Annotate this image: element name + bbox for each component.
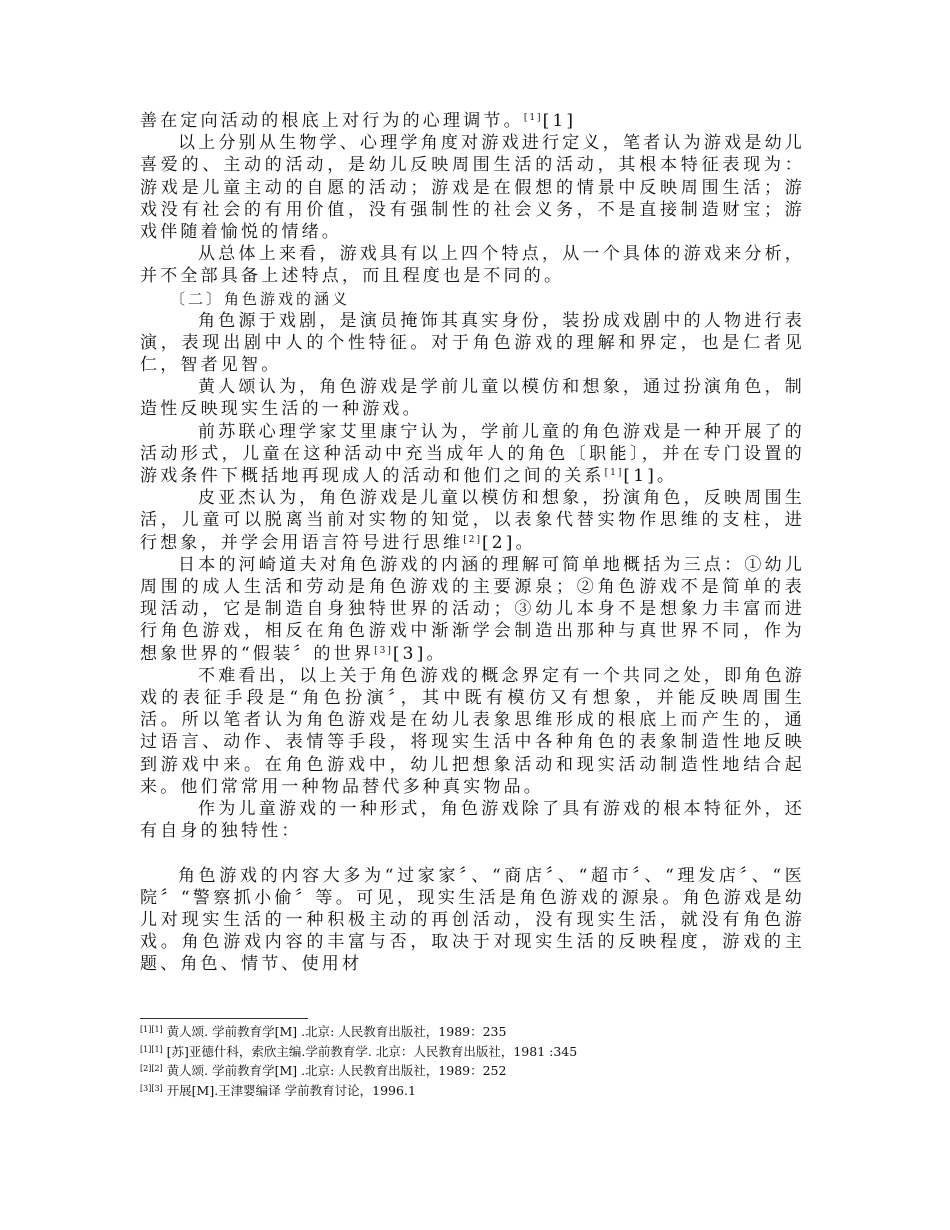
footnote-number: [2][2] [140,1064,163,1073]
paragraph-10: 作为儿童游戏的一种形式，角色游戏除了具有游戏的根本特征外，还有自身的独特性： [140,799,805,842]
footnote-mark[interactable]: [2] [463,534,482,545]
citation-ref: [2] [481,532,516,553]
paragraph-6 [140,421,805,488]
paragraph-3: 从总体上来看，游戏具有以上四个特点，从一个具体的游戏来分析，并不全部具备上述特点，而且程度也是不同的。 [140,244,805,287]
citation-ref: [1] [623,466,658,487]
paragraph-5: 黄人颂认为，角色游戏是学前儿童以模仿和想象，通过扮演角色，制造性反映现实生活的一种游戏。 [140,377,805,420]
paragraph-8 [140,554,805,665]
paragraph-8-end: 。 [426,643,447,664]
footnote-mark[interactable]: [1] [523,113,543,123]
footnote-3 [140,1061,805,1081]
document-body [140,110,805,976]
paragraph-6-text: 前苏联心理学家艾里康宁认为，学前儿童的角色游戏是一种开展了的活动形式，儿童在这种活动中充当成年人的角色〔职能〕，并在专门设置的游戏条件下概括地再现成人的活动和他们之间的关系 [140,421,805,487]
paragraph-7 [140,487,805,554]
paragraph-8-text: 日本的河崎道夫对角色游戏的内涵的理解可简单地概括为三点：①幼儿周围的成人生活和劳动是角色游戏的主要源泉；②角色游戏不是简单的表现活动，它是制造自身独特世界的活动；③幼儿本身不是想象力丰富而进行角色游戏，相反在角色游戏中渐渐学会制造出那种与真世界不同，作为想象世界的“假装〞的世界 [140,554,805,664]
footnote-number: [3][3] [140,1083,163,1093]
footnote-number: [1][1] [140,1044,163,1054]
paragraph-2: 以上分别从生物学、心理学角度对游戏进行定义，笔者认为游戏是幼儿喜爱的、主动的活动，是幼儿反映周围生活的活动，其根本特征表现为：游戏是儿童主动的自愿的活动；游戏是在假想的情景中反映周围生活；游戏没有社会的有用价值，没有强制性的社会义务，不是直接制造财宝；游戏伴随着愉悦的情绪。 [140,133,805,243]
paragraph-6-end: 。 [657,466,678,487]
footnote-mark[interactable]: [3] [374,645,393,656]
section-heading: 〔二〕角色游戏的涵义 [170,289,351,308]
paragraph-4: 角色源于戏剧，是演员掩饰其真实身份，装扮成戏剧中的人物进行表演，表现出剧中人的个性特征。对于角色游戏的理解和界定，也是仁者见仁，智者见智。 [140,310,805,376]
paragraph-7-end: 。 [515,532,536,553]
footnote-2 [140,1042,805,1062]
footnote-text: [苏]亚德什科，索欣主编.学前教育学. 北京：人民教育出版社，1981 :345 [166,1043,578,1059]
footnote-text: 黄人颂. 学前教育学[M] .北京: 人民教育出版社，1989：252 [166,1063,507,1078]
paragraph-11: 角色游戏的内容大多为“过家家〞、“商店〞、“超市〞、“理发店〞、“医院〞“警察抓小偷〞等。可见，现实生活是角色游戏的源泉。角色游戏是幼儿对现实生活的一种积极主动的再创活动，没有现实生活，就没有角色游戏。角色游戏内容的丰富与否，取决于对现实生活的反映程度，游戏的主题、角色、情节、使用材 [140,865,805,975]
footnote-1 [140,1022,805,1042]
citation-ref: [1] [542,111,577,131]
footnote-text: 开展[M].王津婴编译 学前教育讨论，1996.1 [166,1082,416,1098]
footnote-4 [140,1081,805,1101]
footnotes [140,1022,805,1100]
paragraph-1-text: 善在定向活动的根底上对行为的心理调节。 [140,111,524,131]
paragraph-1 [140,110,805,132]
footnote-separator [140,1018,308,1019]
footnote-text: 黄人颂. 学前教育学[M] .北京: 人民教育出版社，1989：235 [166,1024,507,1039]
citation-ref: [3] [392,643,427,664]
paragraph-gap [140,843,805,865]
paragraph-7-text: 皮亚杰认为，角色游戏是儿童以模仿和想象，扮演角色，反映周围生活，儿童可以脱离当前对实物的知觉，以表象代替实物作思维的支柱，进行想象，并学会用语言符号进行思维 [140,488,805,553]
footnote-number: [1][1] [140,1025,163,1034]
paragraph-9: 不难看出，以上关于角色游戏的概念界定有一个共同之处，即角色游戏的表征手段是“角色扮演〞，其中既有模仿又有想象，并能反映周围生活。所以笔者认为角色游戏是在幼儿表象思维形成的根底上而产生的，通过语言、动作、表情等手段，将现实生活中各种角色的表象制造性地反映到游戏中来。在角色游戏中，幼儿把想象活动和现实活动制造性地结合起来。他们常常用一种物品替代多种真实物品。 [140,665,805,797]
footnote-mark[interactable]: [1] [604,468,624,479]
